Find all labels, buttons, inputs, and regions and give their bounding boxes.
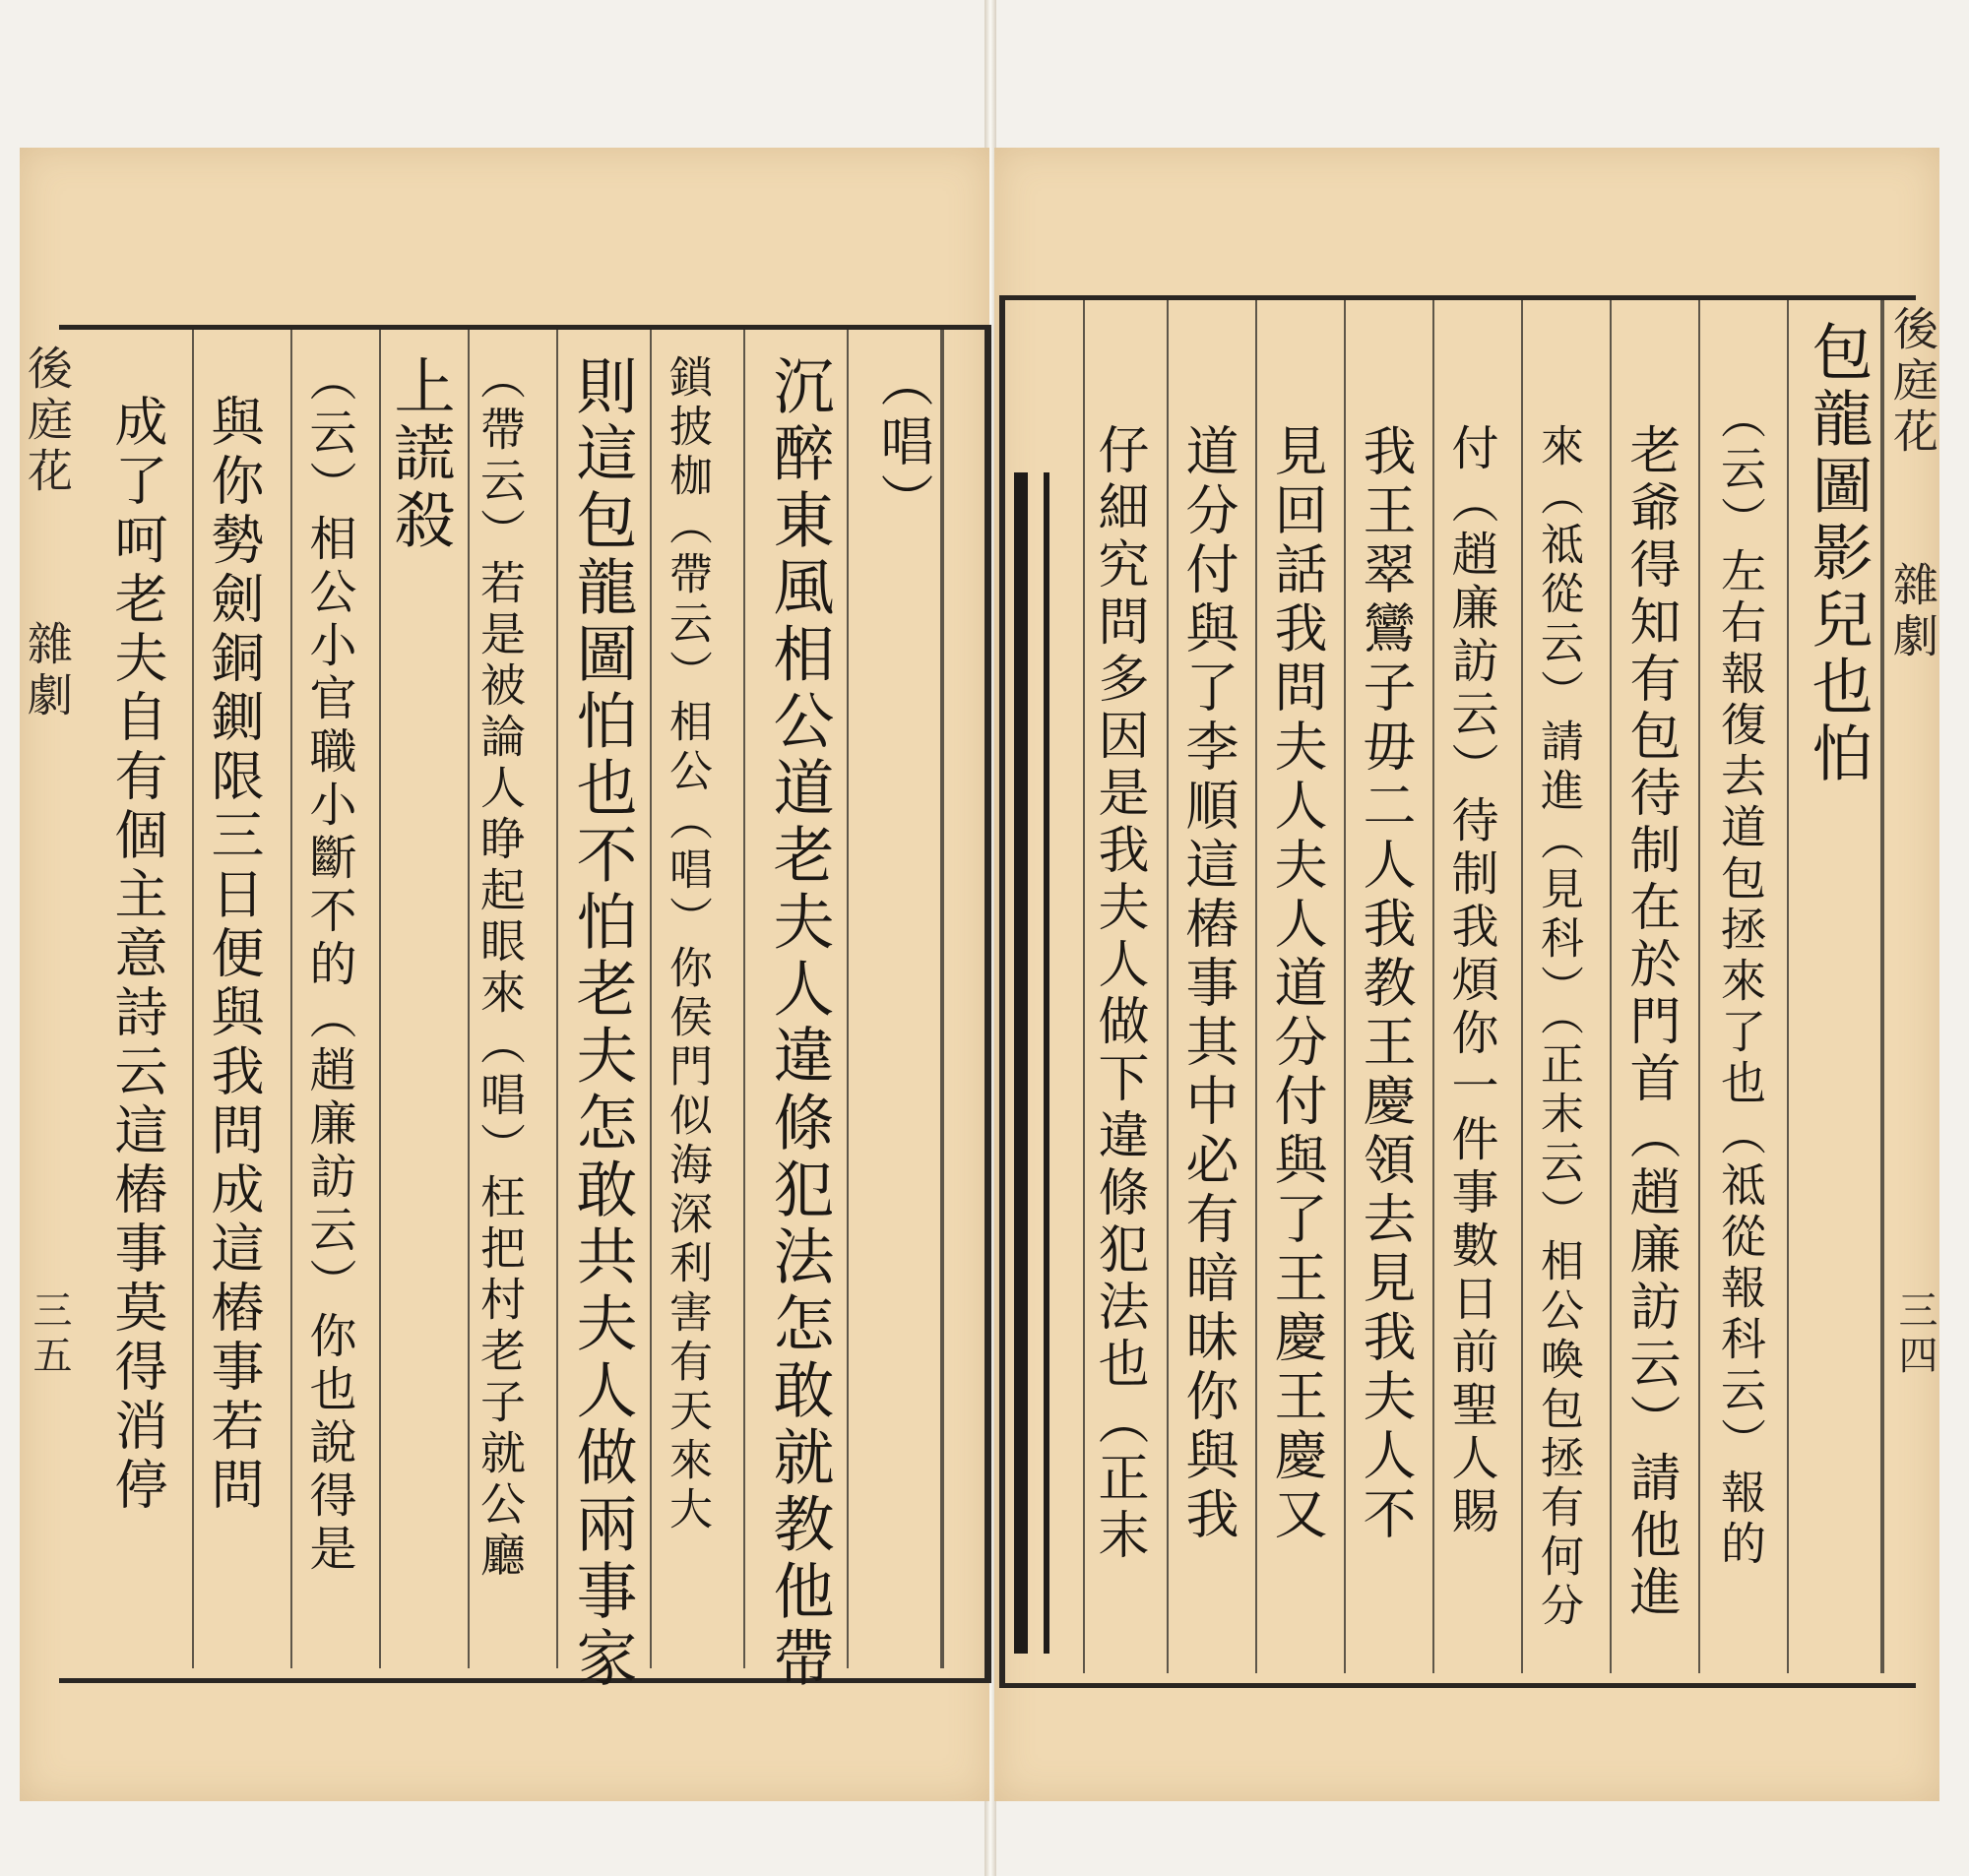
left-col-5: （帶云）若是被論人睁起眼來（唱）枉把村老子就公廳 [474,354,527,1583]
right-margin-title: 後庭花 [1886,305,1939,459]
right-col-5: 付（趙廉訪云）待制我煩你一件事數日前聖人賜 [1443,423,1498,1539]
left-col-9: 成了呵老夫自有個主意詩云這樁事莫得消停 [106,394,168,1516]
left-margin-section: 雜劇 [21,620,74,722]
fold-ink-bar [1044,472,1049,1654]
right-leaf [994,148,1939,1801]
left-page-number: 三五 [27,1289,72,1380]
right-col-9: 仔細究問多因是我夫人做下違條犯法也（正末 [1089,423,1148,1565]
right-col-4: 來（祗從云）請進（見科）（正末云）相公喚包拯有何分 [1533,423,1583,1632]
right-margin-section: 雜劇 [1886,561,1939,663]
right-col-1: 包龍圖影兒也怕 [1802,320,1874,788]
right-col-6: 我王翠鸞子毋二人我教王慶領去見我夫人不 [1355,423,1417,1545]
fold-ink-bar [1014,472,1028,1654]
right-col-3: 老爺得知有包待制在於門首（趙廉訪云）請他進 [1620,423,1680,1622]
left-col-3: 鎖披枷（帶云）相公（唱）你侯門似海深利害有天來大 [662,354,712,1535]
left-col-8: 與你勢劍銅鍘限三日便與我問成這樁事若問 [203,394,265,1516]
left-leaf [20,148,989,1801]
right-col-2: （云）左右報復去道包拯來了也（祗從報科云）報的 [1714,394,1767,1571]
left-col-2: 沉醉東風相公道老夫人違條犯法怎敢就教他帶 [763,354,835,1693]
right-page-number: 三四 [1892,1289,1937,1380]
right-col-7: 見回話我問夫人夫人道分付與了王慶王慶又 [1266,423,1328,1545]
left-col-4: 則這包龍圖怕也不怕老夫怎敢共夫人做兩事家 [566,354,638,1693]
left-col-7: （云）相公小官職小斷不的（趙廉訪云）你也說得是 [301,354,356,1577]
left-col-1: （唱） [872,354,934,532]
left-col-6: 上謊殺 [384,354,456,555]
left-margin-title: 後庭花 [21,344,74,498]
right-col-8: 道分付與了李順這樁事其中必有暗昧你與我 [1177,423,1239,1545]
